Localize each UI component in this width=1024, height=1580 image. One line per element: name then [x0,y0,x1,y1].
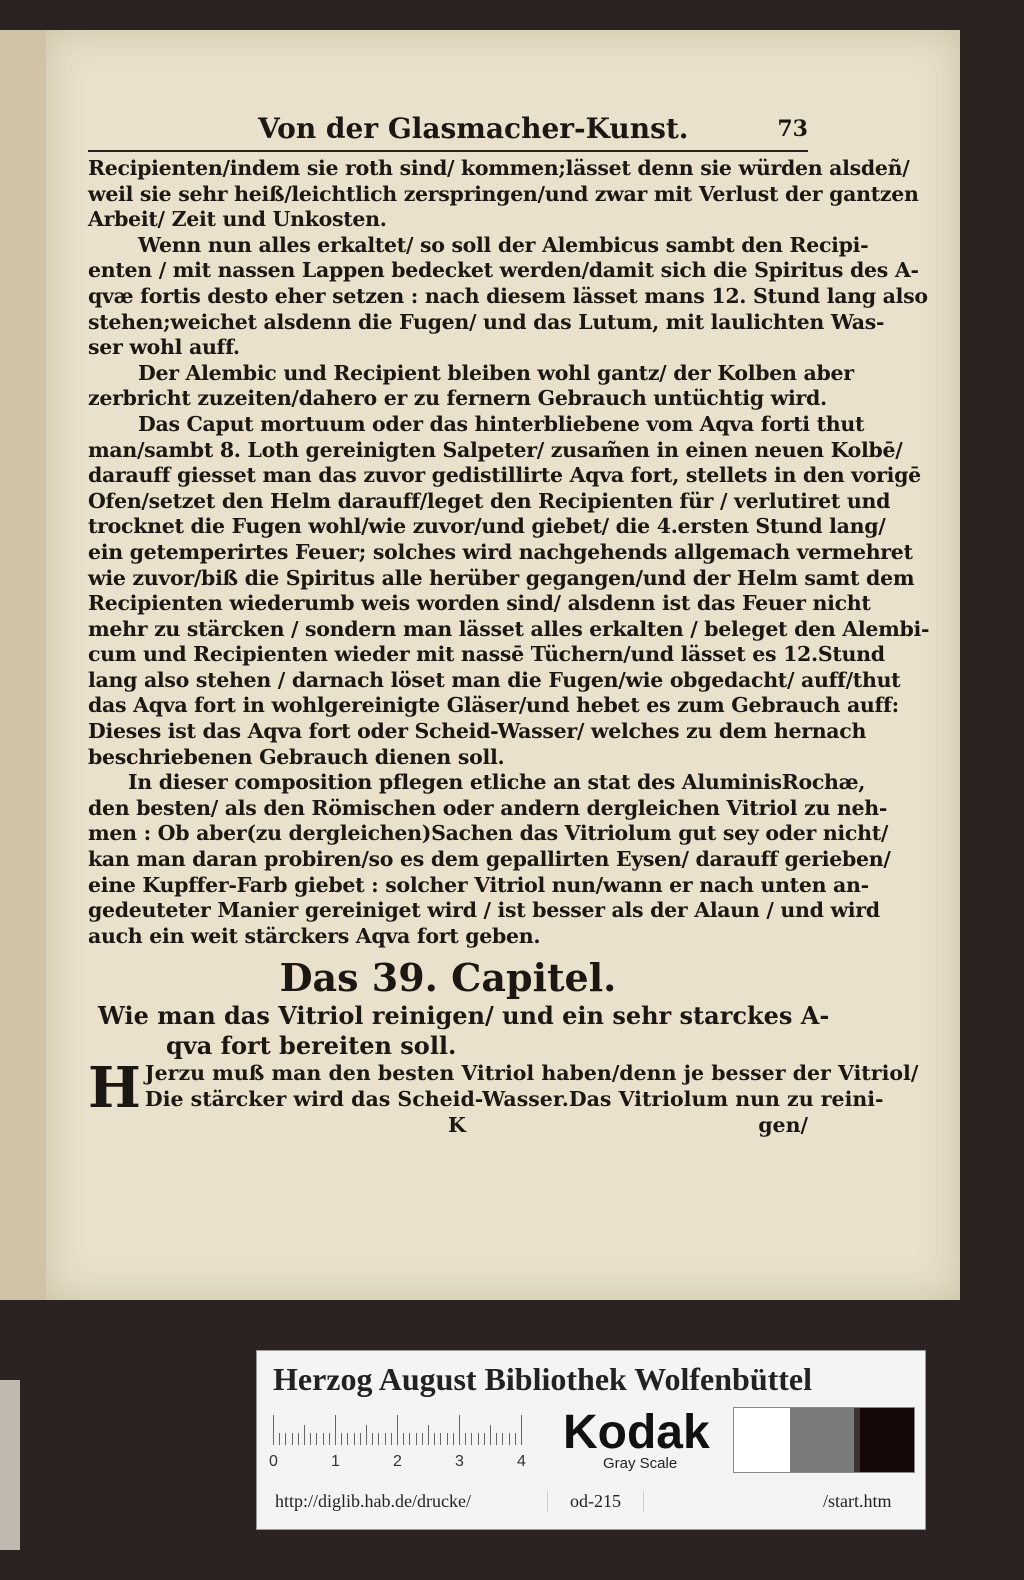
subtitle-line: Wie man das Vitriol reinigen/ und ein sehr starckes A- [98,1001,830,1031]
ruler-tick [372,1433,373,1445]
text-line: mehr zu stärcken / sondern man lässet alles erkalten / beleget den Alembi- [88,616,930,641]
ruler-tick [285,1433,286,1445]
swatch-white [734,1408,790,1472]
text-line: Arbeit/ Zeit und Unkosten. [88,207,387,232]
text-line: trocknet die Fugen wohl/wie zuvor/und giebet/ die 4.ersten Stund lang/ [88,514,886,539]
paragraph-5 [88,770,891,949]
text-line: men : Ob aber(zu dergleichen)Sachen das Vitriolum gut sey oder nicht/ [88,821,889,846]
text-line: ser wohl auff. [88,335,240,360]
url-code: od-215 [547,1491,644,1512]
text-line: In dieser composition pflegen etliche an stat des AluminisRochæ, [128,770,866,795]
text-line: stehen;weichet alsdenn die Fugen/ und das Lutum, mit laulichten Was- [88,309,885,334]
ruler-tick [471,1433,472,1445]
page-number: 73 [777,116,808,142]
text-line: den besten/ als den Römischen oder andern dergleichen Vitriol zu neh- [88,795,888,820]
url-start: http://diglib.hab.de/drucke/ [275,1491,471,1511]
ruler-tick [335,1415,336,1445]
ruler-tick [422,1433,423,1445]
ruler-tick [354,1433,355,1445]
text-line: Jerzu muß man den besten Vitriol haben/denn je besser der Vitriol/ [144,1061,919,1086]
text-line: beschriebenen Gebrauch dienen soll. [88,744,505,769]
facing-page-edge [0,30,50,1300]
ruler-number: 1 [331,1453,340,1470]
ruler-tick [304,1425,305,1445]
ruler-tick [484,1433,485,1445]
ruler-scale [273,1413,533,1445]
ruler-tick [496,1433,497,1445]
ruler-tick [416,1433,417,1445]
text-line: Recipienten wiederumb weis worden sind/ alsdenn ist das Feuer nicht [88,591,871,616]
ruler-tick [434,1433,435,1445]
ruler-tick [440,1433,441,1445]
ruler-number: 2 [393,1453,402,1470]
ruler-tick [447,1433,448,1445]
text-line: Recipienten/indem sie roth sind/ kommen;lässet denn sie würden alsdeñ/ [88,156,910,180]
url-end: /start.htm [823,1491,892,1511]
ruler-tick [391,1433,392,1445]
text-line: kan man daran probiren/so es dem gepallirten Eysen/ darauff gerieben/ [88,847,891,872]
book-page [46,30,960,1300]
text-line: cum und Recipienten wieder mit nassē Tüchern/und lässet es 12.Stund [88,642,885,667]
swatch-gray [790,1408,854,1472]
ruler-number: 3 [455,1453,464,1470]
ruler-tick [409,1433,410,1445]
ruler-tick [478,1433,479,1445]
catchword: gen/ [758,1112,808,1137]
ruler-tick [329,1433,330,1445]
text-line: eine Kupffer-Farb giebet : solcher Vitriol nun/wann er nach unten an- [88,872,869,897]
text-line: Dieses ist das Aqva fort oder Scheid-Wasser/ welches zu dem hernach [88,719,867,744]
ruler-tick [341,1433,342,1445]
ruler-tick [453,1433,454,1445]
gray-swatches [733,1407,915,1473]
subtitle-line: qva fort bereiten soll. [166,1031,457,1061]
text-line: enten / mit nassen Lappen bedecket werden/damit sich die Spiritus des A- [88,258,919,283]
ruler-number: 4 [517,1453,526,1470]
gray-scale-label: Gray Scale [603,1455,678,1472]
text-block [88,110,930,1139]
signature-mark: K [448,1112,466,1137]
ruler-number: 0 [269,1453,278,1470]
text-line: qvæ fortis desto eher setzen : nach diesem lässet mans 12. Stund lang also [88,283,928,308]
drop-cap: H [88,1055,141,1122]
ruler-tick [292,1433,293,1445]
text-line: darauff giesset man das zuvor gedistillirte Aqva fort, stellets in den vorigē [88,463,921,488]
library-name: Herzog August Bibliothek Wolfenbüttel [273,1361,813,1397]
ruler-numbers [269,1453,539,1473]
text-line: ein getemperirtes Feuer; solches wird nachgehends allgemach vermehret [88,539,913,564]
ruler-tick [521,1415,522,1445]
ruler-tick [509,1433,510,1445]
running-header [88,110,808,152]
swatch-black [860,1408,914,1472]
text-line: Die stärcker wird das Scheid-Wasser.Das Vitriolum nun zu reini- [144,1087,884,1111]
ruler-tick [316,1433,317,1445]
text-line: man/sambt 8. Loth gereinigten Salpeter/ zusam̃en in einen neuen Kolbē/ [88,437,903,462]
kodak-logo: Kodak [563,1406,710,1459]
scan-target-card [256,1350,926,1530]
final-paragraph [88,1055,919,1122]
ruler-tick [465,1433,466,1445]
ruler-tick [347,1433,348,1445]
ruler-tick [428,1425,429,1445]
ruler-tick [273,1415,274,1445]
text-line: das Aqva fort in wohlgereinigte Gläser/und hebet es zum Gebrauch auff: [88,693,899,718]
ruler-tick [310,1433,311,1445]
ruler-tick [459,1415,460,1445]
facing-page-edge-lower [0,1380,20,1550]
text-line: wie zuvor/biß die Spiritus alle herüber gegangen/und der Helm samt dem [88,565,915,590]
ruler-tick [323,1433,324,1445]
ruler-tick [515,1433,516,1445]
paragraph-1 [88,156,919,233]
ruler-tick [490,1425,491,1445]
text-line: lang also stehen / darnach löset man die Fugen/wie obgedacht/ auff/thut [88,667,901,692]
page-footer [88,1113,808,1139]
ruler-tick [385,1433,386,1445]
text-line: Ofen/setzet den Helm darauff/leget den Recipienten für / verlutiret und [88,488,891,513]
ruler-tick [366,1425,367,1445]
ruler-tick [403,1433,404,1445]
paragraph-3 [88,360,854,412]
ruler-tick [279,1433,280,1445]
paragraph-2 [88,232,928,361]
ruler-tick [378,1433,379,1445]
text-line: Wenn nun alles erkaltet/ so soll der Alembicus sambt den Recipi- [138,232,869,257]
paragraph-4 [88,411,930,770]
text-line: auch ein weit stärckers Aqva fort geben. [88,923,541,948]
chapter-subtitle [88,1001,830,1061]
text-line: Der Alembic und Recipient bleiben wohl gantz/ der Kolben aber [138,360,854,385]
ruler-tick [397,1415,398,1445]
text-line: gedeuteter Manier gereiniget wird / ist besser als der Alaun / und wird [88,898,880,923]
text-line: weil sie sehr heiß/leichtlich zerspringen/und zwar mit Verlust der gantzen [88,181,919,206]
ruler-tick [360,1433,361,1445]
text-line: zerbricht zuzeiten/dahero er zu fernern Gebrauch untüchtig wird. [88,386,827,411]
text-line: Das Caput mortuum oder das hinterbliebene vom Aqva forti thut [138,411,865,436]
ruler-tick [502,1433,503,1445]
url-row [271,1491,911,1521]
chapter-heading: Das 39. Capitel. [279,955,617,1001]
running-title: Von der Glasmacher-Kunst. [258,112,689,145]
ruler-tick [298,1433,299,1445]
